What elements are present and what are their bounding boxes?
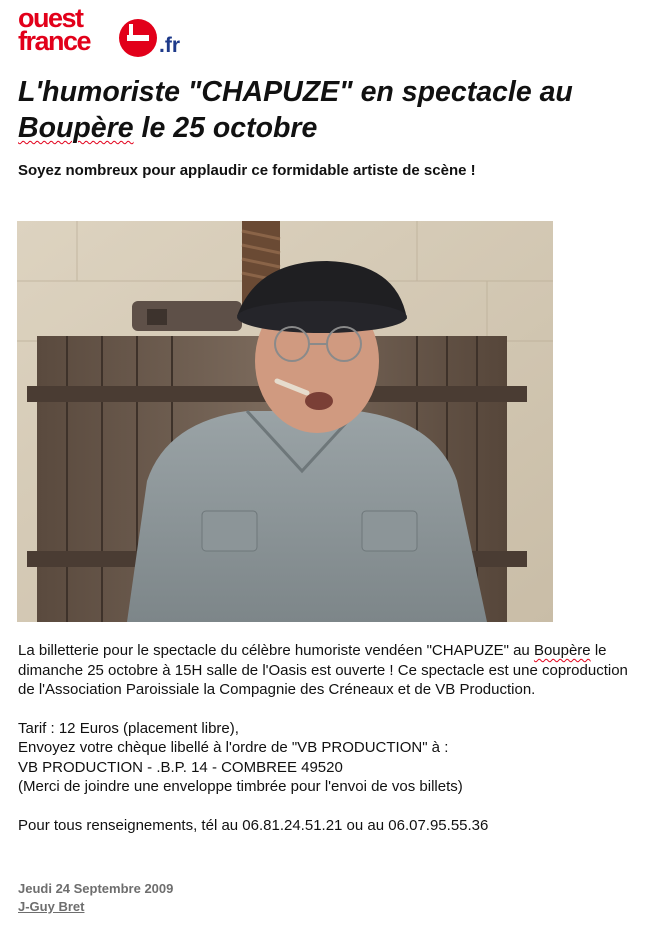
body-line-cheque: Envoyez votre chèque libellé à l'ordre de "VB PRODUCTION" à : (18, 739, 449, 756)
body-line-address: VB PRODUCTION - .B.P. 14 - COMBREE 49520 (18, 758, 343, 776)
title-place: Boupère (18, 112, 134, 144)
body-line-tarif: Tarif : 12 Euros (placement libre), (18, 719, 239, 737)
article-title (18, 74, 648, 146)
logo-word-ouest: ouest (18, 3, 83, 33)
title-start: L'humoriste "CHAPUZE" en spectacle au (18, 76, 573, 108)
logo-word-france: france (18, 26, 91, 56)
body-paragraph-tickets (18, 641, 648, 700)
article-lead: Soyez nombreux pour applaudir ce formidable artiste de scène ! (18, 162, 476, 179)
paragraph-gap (18, 700, 648, 719)
paragraph-gap (18, 797, 648, 816)
body-line-envelope: (Merci de joindre une enveloppe timbrée pour l'envoi de vos billets) (18, 778, 463, 795)
title-end: le 25 octobre (133, 112, 318, 144)
ouest-france-logo[interactable] (18, 3, 198, 58)
logo-tld: .fr (159, 34, 180, 57)
tickets-end: le dimanche 25 octobre à 15H salle de l'Oasis est ouverte ! Ce spectacle est une coproduction de l'Association Paroissiale la Compagnie des Créneaux et de VB Production. (18, 642, 628, 698)
article-photo (17, 221, 553, 622)
tickets-place: Boupère (533, 642, 591, 659)
author-link[interactable]: J-Guy Bret (18, 899, 85, 914)
article-body (18, 641, 648, 835)
body-line-contact: Pour tous renseignements, tél au 06.81.24.51.21 ou au 06.07.95.55.36 (18, 816, 489, 834)
publication-date: Jeudi 24 Septembre 2009 (18, 881, 174, 896)
tickets-start: La billetterie pour le spectacle du célèbre humoriste vendéen "CHAPUZE" au (18, 642, 534, 659)
logo-disc-icon (118, 18, 158, 58)
